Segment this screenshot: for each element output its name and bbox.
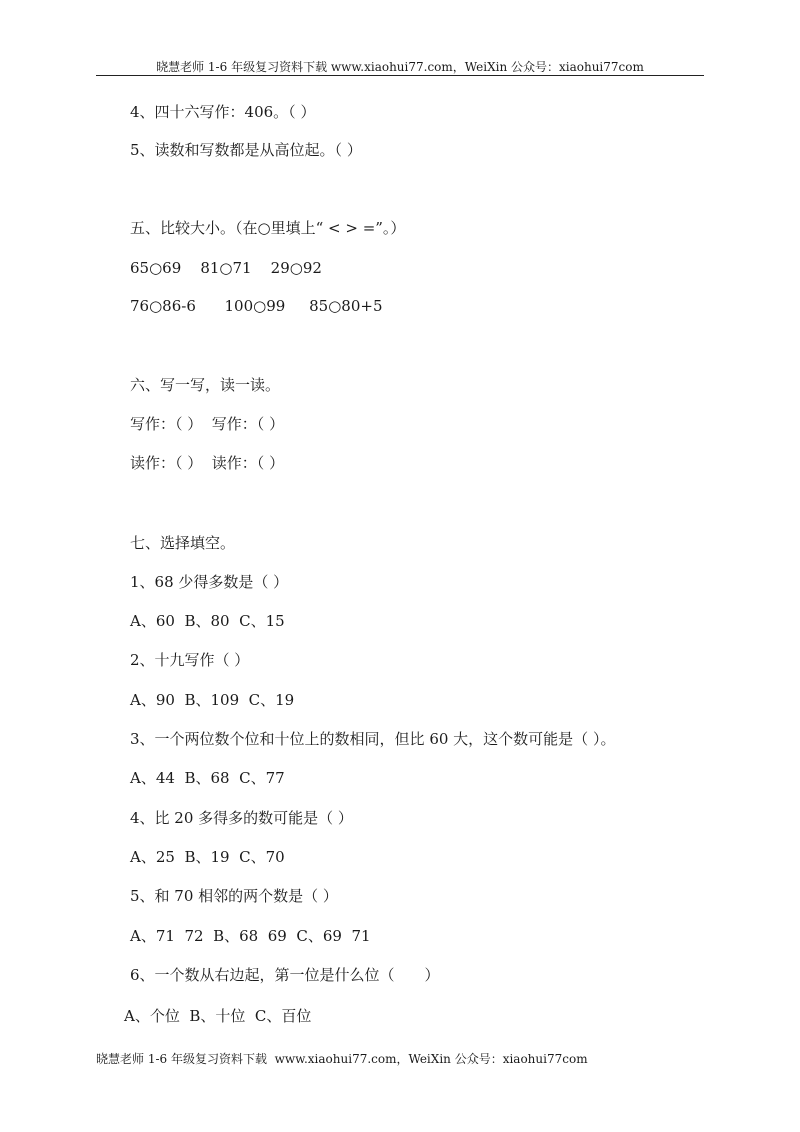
compare-row-1: 65○69 81○71 29○92 xyxy=(130,259,322,277)
section-7-title: 七、选择填空。 xyxy=(130,534,236,552)
choice-question-2: 2、十九写作（ ） xyxy=(130,651,250,669)
choice-question-5: 5、和 70 相邻的两个数是（ ） xyxy=(130,887,338,905)
choice-question-3: 3、一个两位数个位和十位上的数相同，但比 60 大，这个数可能是（ ）。 xyxy=(130,730,616,748)
read-row: 读作：（ ） 读作：（ ） xyxy=(130,454,285,472)
choice-options-2: A、90 B、109 C、19 xyxy=(130,691,295,709)
choice-question-1: 1、68 少得多数是（ ） xyxy=(130,573,289,591)
choice-options-4: A、25 B、19 C、70 xyxy=(130,848,285,866)
page-footer: 晓慧老师 1-6 年级复习资料下载 www.xiaohui77.com，WeiXin 公众号：xiaohui77com xyxy=(96,1052,588,1066)
section-5-title: 五、比较大小。（在○里填上“ < > =”。） xyxy=(130,219,406,237)
header-rule xyxy=(96,75,704,76)
write-row: 写作：（ ） 写作：（ ） xyxy=(130,415,285,433)
compare-row-2: 76○86-6 100○99 85○80+5 xyxy=(130,297,383,315)
choice-options-5: A、71 72 B、68 69 C、69 71 xyxy=(130,927,371,945)
choice-question-6: 6、一个数从右边起，第一位是什么位（ ） xyxy=(130,966,440,984)
choice-question-4: 4、比 20 多得多的数可能是（ ） xyxy=(130,809,353,827)
section-6-title: 六、写一写，读一读。 xyxy=(130,376,281,394)
question-5: 5、读数和写数都是从高位起。（ ） xyxy=(130,141,362,159)
choice-options-6: A、个位 B、十位 C、百位 xyxy=(124,1007,312,1025)
page-header: 晓慧老师 1-6 年级复习资料下载 www.xiaohui77.com，WeiXin 公众号：xiaohui77com xyxy=(156,60,644,74)
choice-options-1: A、60 B、80 C、15 xyxy=(130,612,285,630)
choice-options-3: A、44 B、68 C、77 xyxy=(130,769,285,787)
question-4: 4、四十六写作：406。（ ） xyxy=(130,103,316,121)
